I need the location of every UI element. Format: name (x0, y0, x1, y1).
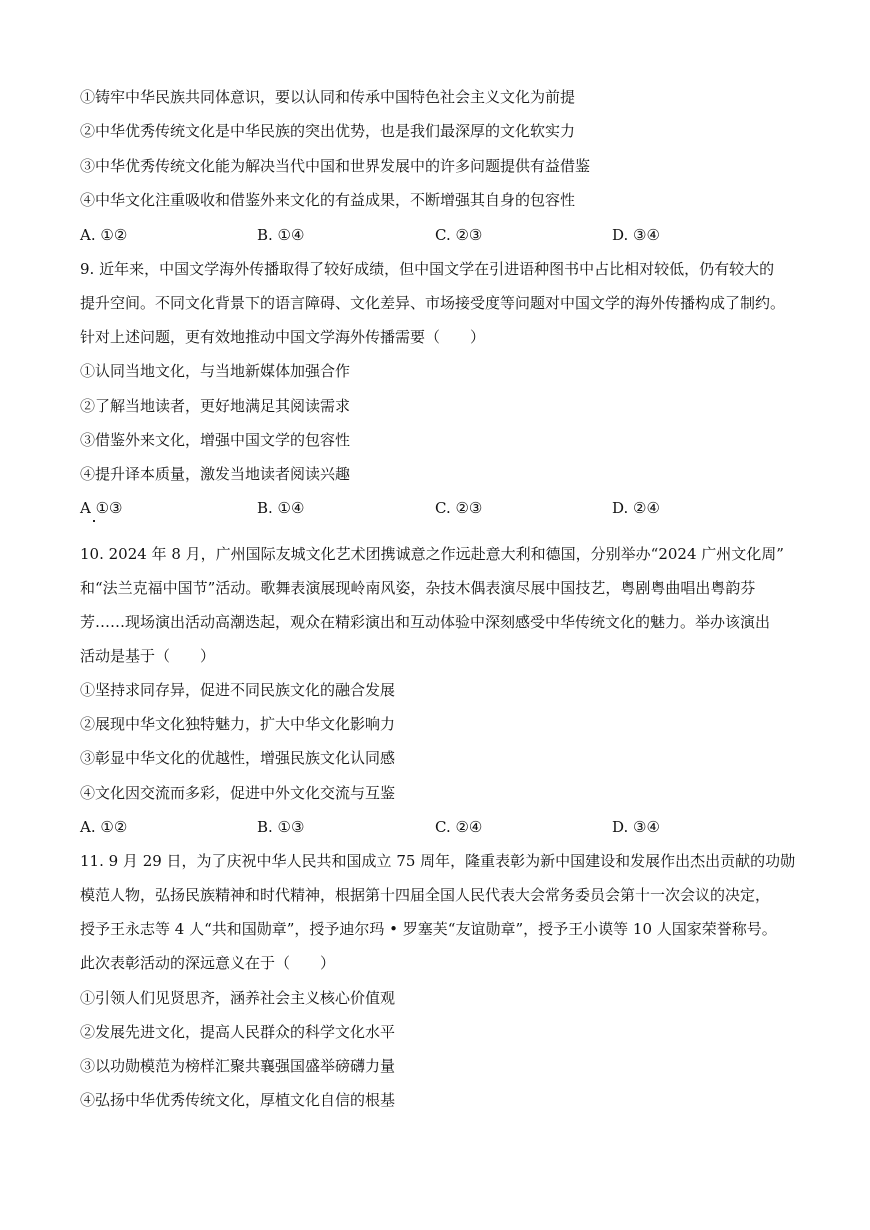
q8-statement-2: ②中华优秀传统文化是中华民族的突出优势，也是我们最深厚的文化软实力 (80, 122, 576, 140)
q9-option-d: D. ②④ (612, 499, 660, 517)
q10-stem-line-2: 和“法兰克福中国节”活动。歌舞表演展现岭南风姿，杂技木偶表演尽展中国技艺，粤剧粤曲唱出粤韵芬 (80, 579, 756, 597)
q11-statement-2: ②发展先进文化，提高人民群众的科学文化水平 (80, 1023, 396, 1041)
q11-stem-line-1: 11. 9 月 29 日，为了庆祝中华人民共和国成立 75 周年，隆重表彰为新中国建设和发展作出杰出贡献的功勋 (80, 852, 796, 870)
q8-option-c: C. ②③ (435, 226, 483, 244)
q8-statement-1: ①铸牢中华民族共同体意识，要以认同和传承中国特色社会主义文化为前提 (80, 88, 576, 106)
q8-statement-4: ④中华文化注重吸收和借鉴外来文化的有益成果，不断增强其自身的包容性 (80, 191, 576, 209)
q10-statement-3: ③彰显中华文化的优越性，增强民族文化认同感 (80, 749, 396, 767)
q9-option-a: A ①③ (80, 499, 123, 517)
q11-stem-line-2: 模范人物，弘扬民族精神和时代精神，根据第十四届全国人民代表大会常务委员会第十一次会议的决定， (80, 886, 771, 904)
q10-option-c: C. ②④ (435, 818, 483, 836)
q10-stem-line-3: 芳……现场演出活动高潮迭起，观众在精彩演出和互动体验中深刻感受中华传统文化的魅力。举办该演出 (80, 613, 771, 631)
q9-statement-1: ①认同当地文化，与当地新媒体加强合作 (80, 362, 351, 380)
q9-stem-line-3: 针对上述问题，更有效地推动中国文学海外传播需要（ ） (80, 328, 486, 346)
q8-option-b: B. ①④ (257, 226, 305, 244)
stray-mark (93, 520, 95, 522)
q8-option-d: D. ③④ (612, 226, 660, 244)
q10-statement-4: ④文化因交流而多彩，促进中外文化交流与互鉴 (80, 784, 396, 802)
q10-stem-line-1: 10. 2024 年 8 月，广州国际友城文化艺术团携诚意之作远赴意大利和德国，分别举办“2024 广州文化周” (80, 545, 784, 563)
q10-statement-2: ②展现中华文化独特魅力，扩大中华文化影响力 (80, 715, 396, 733)
q9-statement-3: ③借鉴外来文化，增强中国文学的包容性 (80, 431, 351, 449)
q11-stem-line-3: 授予王永志等 4 人“共和国勋章”，授予迪尔玛 • 罗塞芙“友谊勋章”，授予王小谟等 10 人国家荣誉称号。 (80, 920, 777, 938)
q10-option-d: D. ③④ (612, 818, 660, 836)
q10-statement-1: ①坚持求同存异，促进不同民族文化的融合发展 (80, 681, 396, 699)
q10-stem-line-4: 活动是基于（ ） (80, 647, 216, 665)
q9-stem-line-1: 9. 近年来，中国文学海外传播取得了较好成绩，但中国文学在引进语种图书中占比相对较低，仍有较大的 (80, 260, 775, 278)
q9-option-c: C. ②③ (435, 499, 483, 517)
q10-option-a: A. ①② (80, 818, 128, 836)
q11-stem-line-4: 此次表彰活动的深远意义在于（ ） (80, 954, 336, 972)
q11-statement-3: ③以功勋模范为榜样汇聚共襄强国盛举磅礴力量 (80, 1057, 396, 1075)
q8-statement-3: ③中华优秀传统文化能为解决当代中国和世界发展中的许多问题提供有益借鉴 (80, 157, 591, 175)
q8-option-a: A. ①② (80, 226, 128, 244)
q9-statement-2: ②了解当地读者，更好地满足其阅读需求 (80, 397, 351, 415)
q10-option-b: B. ①③ (257, 818, 305, 836)
q9-stem-line-2: 提升空间。不同文化背景下的语言障碍、文化差异、市场接受度等问题对中国文学的海外传播构成了制约。 (80, 294, 786, 312)
q11-statement-1: ①引领人们见贤思齐，涵养社会主义核心价值观 (80, 989, 396, 1007)
q9-statement-4: ④提升译本质量，激发当地读者阅读兴趣 (80, 465, 351, 483)
q11-statement-4: ④弘扬中华优秀传统文化，厚植文化自信的根基 (80, 1091, 396, 1109)
q9-option-b: B. ①④ (257, 499, 305, 517)
